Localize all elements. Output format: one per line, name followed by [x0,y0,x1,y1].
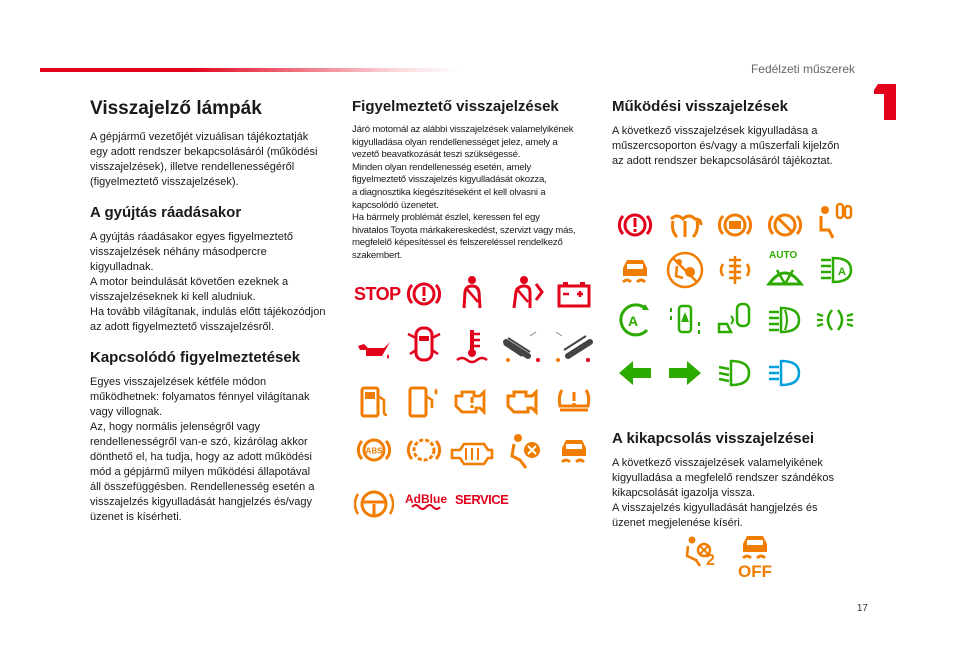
ignition-heading: A gyújtás ráadásakor [90,204,242,221]
hill-assist-icon [715,205,755,245]
fuel-fault-icon [715,250,755,290]
fuel-water-icon [404,382,444,422]
engine-fault-icon [452,382,492,422]
front-fog-lamp-icon [765,300,805,340]
svg-text:A: A [838,266,846,278]
related-heading: Kapcsolódó figyelmeztetések [90,349,301,366]
related-text: Egyes visszajelzések kétféle módon működhetnek: folyamatos fénnyel világítanak vagy villognak. Az, hogy normális jelenségről vagy rendellenességről van-e szó, kizárólag akkor dönthető el, ha tudja, hogy az adott működési mód a gépjármű milyen működési állapotával áll összefüggésben. Rendellenesség esetén a visszajelzés kigyulladását hangjelzés és/vagy üzenet is kísérheti. [90,376,315,523]
left-column [90,98,340,525]
seatbelt-icon [452,272,492,312]
adblue-wave-icon [410,502,442,512]
abs-icon [354,430,394,470]
steering-lock-rear-icon [550,326,594,366]
brake-pad-wear-icon [404,430,444,470]
stop-warning-label: STOP [354,284,401,304]
airbag-off-count: 2 [706,552,715,569]
page-title: Visszajelző lámpák [90,98,262,119]
svg-text:A: A [627,313,639,329]
chapter-number [872,84,896,120]
off-lamps-text: A következő visszajelzések valamelyikének kigyulladása a megfelelő rendszer szándékos kikapcsolását igazolja vissza. A visszajelzés kigyulladását hangjelzés és üzenet megjelenése kíséri. [612,457,834,529]
brake-system-icon [404,274,444,314]
passenger-seatbelt-icon [504,272,544,312]
oil-pressure-icon [354,328,394,368]
stability-off-label: OFF [738,562,772,581]
position-lamps-icon [815,300,855,340]
ignition-text: A gyújtás ráadásakor egyes figyelmeztető visszajelzések néhány másodpercre kigyulladnak. A motor beindulását követően ezeknek a visszajelzéseknek ki kell aludniuk. Ha tovább világítanak, indulás előtt tájékozódjon az adott figyelmeztető visszajelzésről. [90,231,326,333]
steering-lock-front-icon [500,326,544,366]
right-column [612,98,862,169]
power-steering-icon [354,484,394,524]
phone-key-icon [665,300,705,340]
auto-headlamp-icon [815,250,855,290]
svg-text:ABS: ABS [365,446,383,456]
dipped-beam-icon [715,353,755,393]
intro-text: A gépjármű vezetőjét vizuálisan tájékoztatják egy adott rendszer bekapcsolásáról (működési visszajelzések), illetve rendellenességéről (figyelmeztető visszajelzések). [90,131,318,188]
remote-parking-icon [715,300,755,340]
fuel-level-icon [354,382,394,422]
operation-lamps-text: A következő visszajelzések kigyulladása a műszercsoporton és/vagy a műszerfali kijelzőn az adott rendszer bekapcsolásáról tájékoztat. [612,125,840,167]
header-accent-bar [40,68,460,72]
page-number: 17 [856,603,868,614]
coolant-temperature-icon [452,326,492,366]
slippery-road-icon [615,250,655,290]
door-open-icon [404,324,444,364]
glow-plug-icon [665,205,705,245]
right-turn-signal-icon [665,353,705,393]
warning-lamps-text: Járó motornál az alábbi visszajelzések valamelyikének kigyulladása olyan rendellenességet jelez, amely a vezető beavatkozását teszi szükségessé. Minden olyan rendellenesség esetén, amely figyelmeztető visszajelzés kigyulladását okozza, a diagnosztika kiegészítéseként el kell olvasni a kapcsolódó üzenetet. Ha bármely problémát észlel, keressen fel egy hivatalos Toyota márkakereskedést, szervizt vagy más, megfelelő képesítéssel és felszereléssel rendelkező szakembert. [352,124,576,261]
airbag-icon [504,430,544,470]
lane-departure-off-icon [765,205,805,245]
auto-wiper-icon [765,258,805,288]
adblue-icon: AdBlue [405,492,447,506]
engine-icon [504,382,544,422]
tire-pressure-icon [554,380,594,420]
auto-wiper-label: AUTO [769,250,798,261]
stability-control-icon [554,430,594,470]
left-turn-signal-icon [615,353,655,393]
section-title: Fedélzeti műszerek [750,62,855,76]
middle-column [352,98,597,263]
battery-icon [554,274,594,314]
main-beam-icon [765,353,805,393]
passenger-airbag-icon [815,200,855,240]
brake-warning-icon [615,205,655,245]
off-lamps-section [612,430,862,531]
stability-off-icon [735,528,775,560]
service-icon: SERVICE [455,492,509,507]
operation-lamps-heading: Működési visszajelzések [612,98,788,115]
particle-filter-icon [450,432,494,472]
airbag-off-deactivation-icon [682,532,726,572]
warning-lamps-heading: Figyelmeztető visszajelzések [352,98,559,115]
airbag-off-icon [665,250,705,290]
auto-light-a-icon [615,300,655,340]
off-lamps-heading: A kikapcsolás visszajelzései [612,430,815,447]
